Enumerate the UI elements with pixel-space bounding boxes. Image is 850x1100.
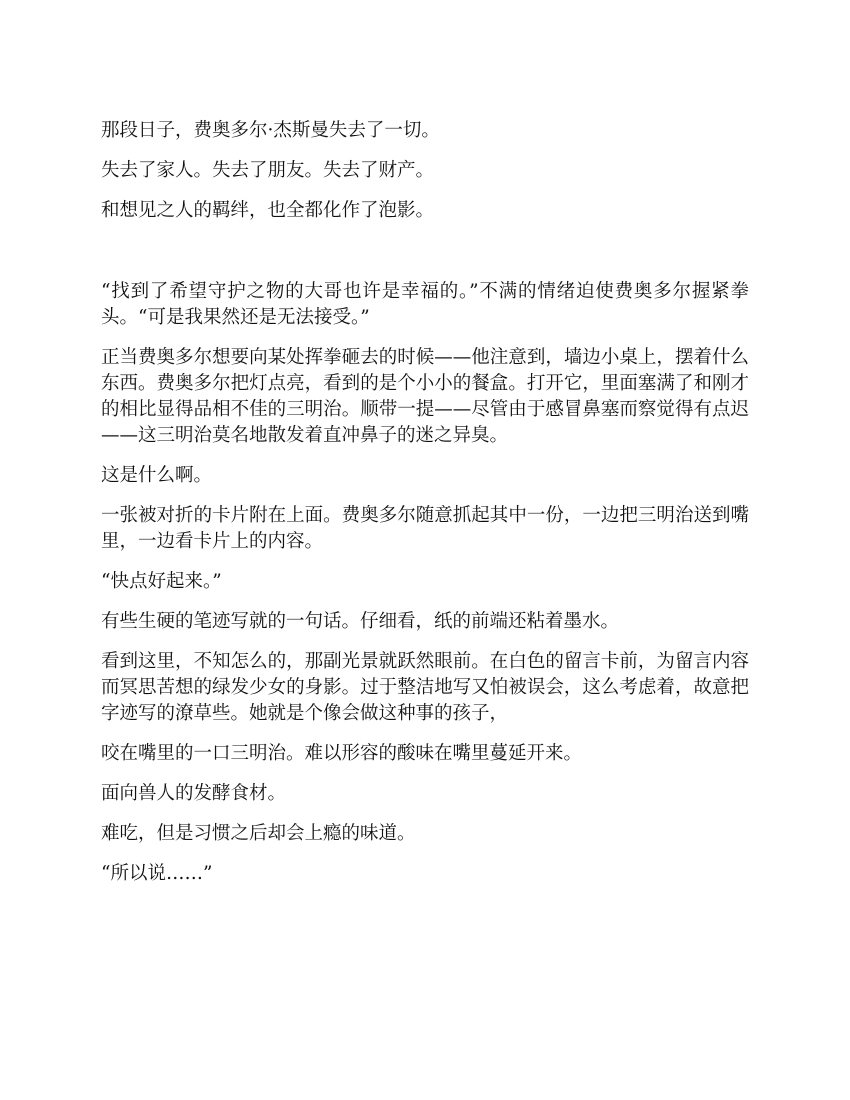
paragraph: 和想见之人的羁绊，也全都化作了泡影。	[101, 200, 435, 221]
paragraph: 正当费奥多尔想要向某处挥拳砸去的时候——他注意到，墙边小桌上，摆着什么东西。费奥多尔把灯点亮，看到的是个小小的餐盒。打开它，里面塞满了和刚才的相比显得品相不佳的三明治。顺带一提——尽管由于感冒鼻塞而察觉得有点迟——这三明治莫名地散发着直冲鼻子的迷之异臭。	[101, 347, 749, 446]
paragraph: 有些生硬的笔迹写就的一句话。仔细看，纸的前端还粘着墨水。	[101, 611, 620, 632]
paragraph: 这是什么啊。	[101, 465, 213, 486]
paragraph: 一张被对折的卡片附在上面。费奥多尔随意抓起其中一份，一边把三明治送到嘴里，一边看卡片上的内容。	[101, 505, 749, 552]
paragraph: 难吃，但是习惯之后却会上瘾的味道。	[101, 823, 416, 844]
text-body	[101, 118, 749, 901]
paragraph: “找到了希望守护之物的大哥也许是幸福的。”不满的情绪迫使费奥多尔握紧拳头。“可是我果然还是无法接受。”	[101, 281, 749, 328]
paragraph: 那段日子，费奥多尔·杰斯曼失去了一切。	[101, 120, 440, 141]
paragraph: “所以说……”	[101, 863, 213, 884]
paragraph: 面向兽人的发酵食材。	[101, 783, 287, 804]
paragraph: 看到这里，不知怎么的，那副光景就跃然眼前。在白色的留言卡前，为留言内容而冥思苦想的绿发少女的身影。过于整洁地写又怕被误会，这么考虑着，故意把字迹写的潦草些。她就是个像会做这种事的孩子，	[101, 651, 749, 724]
paragraph: 失去了家人。失去了朋友。失去了财产。	[101, 160, 435, 181]
paragraph: “快点好起来。”	[101, 571, 222, 592]
paragraph: 咬在嘴里的一口三明治。难以形容的酸味在嘴里蔓延开来。	[101, 743, 583, 764]
section-break	[101, 238, 749, 279]
